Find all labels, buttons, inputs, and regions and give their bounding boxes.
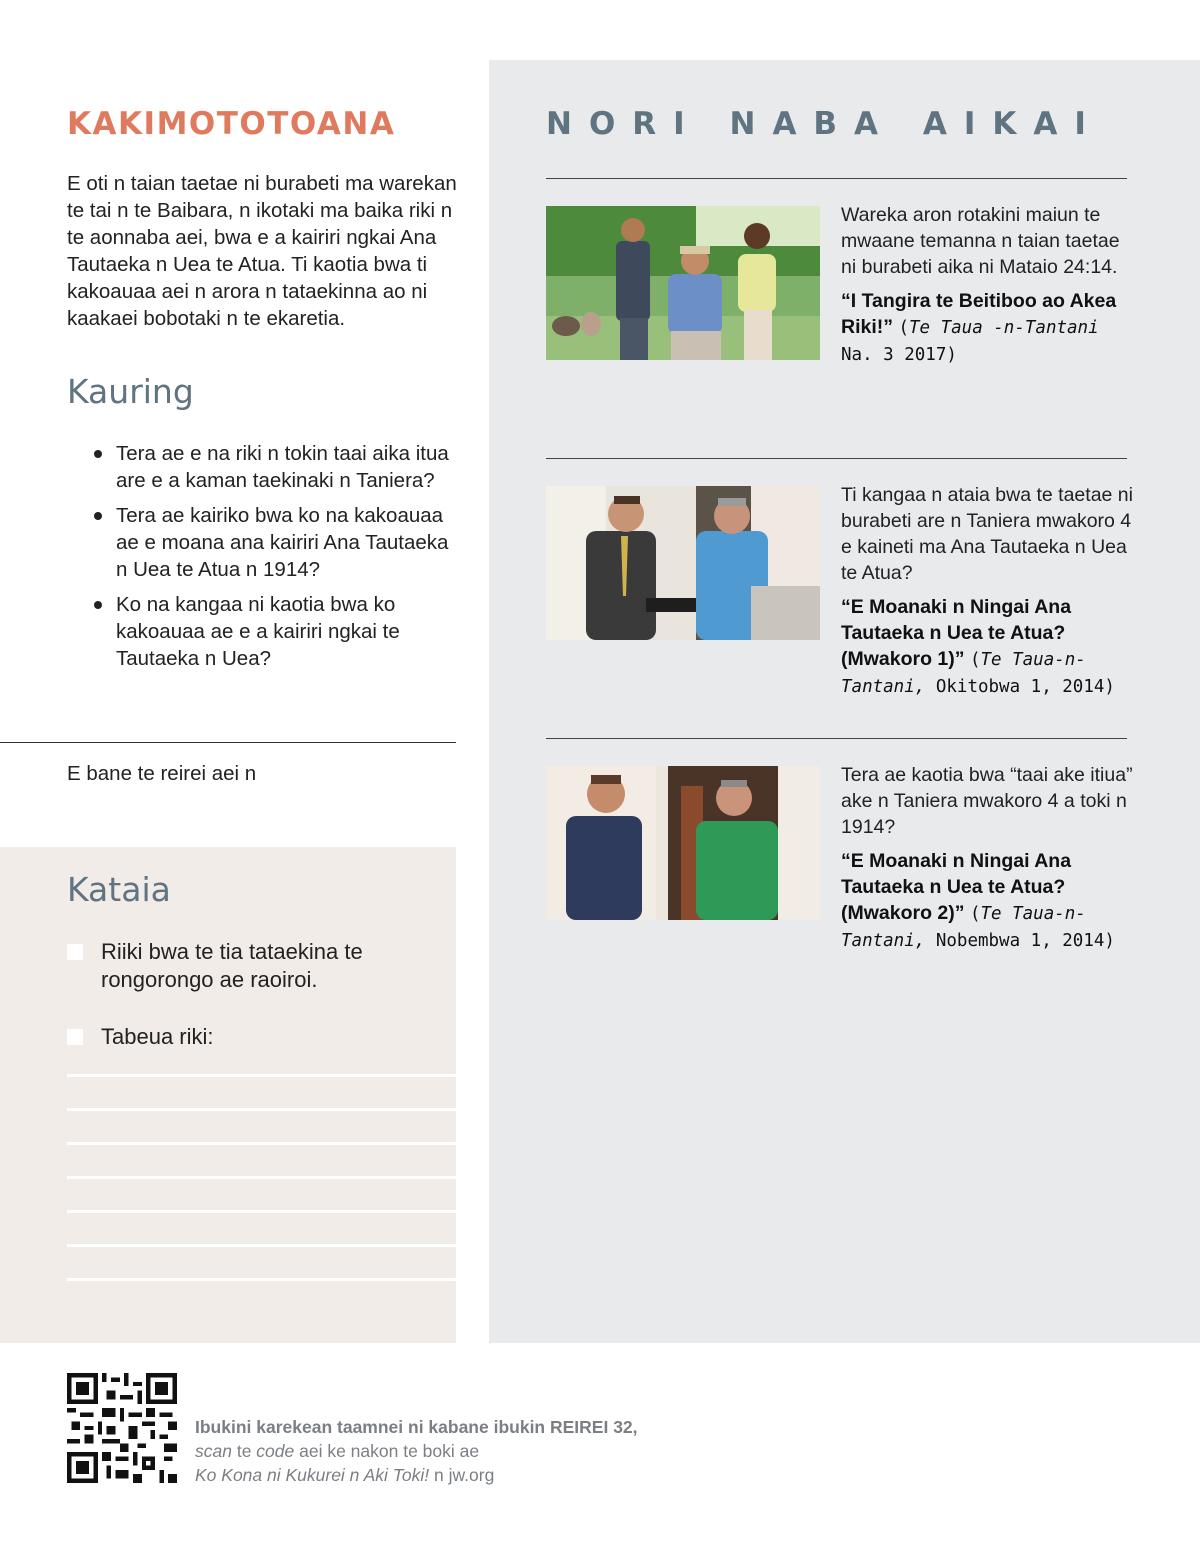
reference-card [841, 762, 1133, 954]
explore-heading: NORI NABA AIKAI [546, 106, 1103, 142]
footer-website[interactable]: n jw.org [429, 1465, 495, 1485]
issue-date: Na. 3 2017) [841, 345, 957, 365]
writing-line[interactable] [67, 1278, 456, 1281]
footer [0, 1343, 1200, 1543]
review-item: Tera ae kairiko bwa ko na kakoauaa ae e moana ana kairiri Ana Tautaeka n Uea te Atua n 1914? [92, 502, 452, 583]
explore-panel [489, 60, 1200, 1343]
divider [546, 178, 1127, 179]
article-title[interactable]: “E Moanaki n Ningai Ana Tautaeka n Uea te Atua? (Mwakoro 2)” [841, 850, 1072, 924]
checkbox-icon[interactable] [67, 1029, 83, 1045]
summary-text: E oti n taian taetae ni burabeti ma warekan te tai n te Baibara, n ikotaki ma baika riki n te aonnaba aei, bwa e a kairiri ngkai Ana Tautaeka n Uea te Atua. Ti kaotia bwa ti kakoauaa aei n arora n tataekinna ao ni kaakaei bobotaki n te ekaretia. [67, 172, 457, 330]
issue-date: Okitobwa 1, 2014) [925, 677, 1115, 697]
footer-line-2 [195, 1439, 638, 1463]
article-title[interactable]: “I Tangira te Beitiboo ao Akea Riki!” [841, 290, 1117, 338]
footer-scan-word: scan [195, 1441, 232, 1461]
try-box [0, 847, 456, 1343]
writing-line[interactable] [67, 1108, 456, 1111]
try-item[interactable] [67, 1023, 447, 1051]
qr-code-icon[interactable] [67, 1373, 177, 1483]
review-heading: Kauring [67, 372, 194, 411]
card-reference[interactable]: “I Tangira te Beitiboo ao Akea Riki!” (Te Taua -n-Tantani Na. 3 2017) [841, 290, 1117, 365]
review-list [92, 440, 452, 680]
try-item-label: Riiki bwa te tia tataekina te rongorongo ae raoiroi. [101, 939, 363, 992]
doorstep-photo [546, 766, 820, 920]
divider [546, 458, 1127, 459]
card-reference[interactable]: “E Moanaki n Ningai Ana Tautaeka n Uea te Atua? (Mwakoro 1)” (Te Taua-n-Tantani, Okitobwa 1, 2014) [841, 596, 1115, 697]
footer-code-word: code [256, 1441, 295, 1461]
reference-card [841, 482, 1133, 700]
writing-line[interactable] [67, 1142, 456, 1145]
reference-card [841, 202, 1133, 368]
family-photo [546, 206, 820, 360]
writing-line[interactable] [67, 1244, 456, 1247]
checkbox-icon[interactable] [67, 944, 83, 960]
try-item-label: Tabeua riki: [101, 1024, 214, 1049]
conversation-photo [546, 486, 820, 640]
divider [0, 742, 456, 743]
try-heading: Kataia [67, 870, 171, 909]
card-question: Tera ae kaotia bwa “taai ake itiua” ake n Taniera mwakoro 4 a toki n 1914? [841, 764, 1133, 838]
divider [546, 738, 1127, 739]
card-question: Ti kangaa n ataia bwa te taetae ni burabeti are n Taniera mwakoro 4 e kaineti ma Ana Tautaeka n Uea te Atua? [841, 484, 1133, 584]
review-item: Ko na kangaa ni kaotia bwa ko kakoauaa ae e a kairiri ngkai te Tautaeka n Uea? [92, 591, 452, 672]
issue-date: Nobembwa 1, 2014) [925, 931, 1115, 951]
card-reference[interactable]: “E Moanaki n Ningai Ana Tautaeka n Uea te Atua? (Mwakoro 2)” (Te Taua-n-Tantani, Nobembwa 1, 2014) [841, 850, 1115, 951]
footer-line-3 [195, 1463, 638, 1487]
magazine-title: Te Taua -n-Tantani [908, 318, 1099, 338]
footer-text-fragment: aei ke nakon te boki ae [294, 1441, 480, 1461]
writing-line[interactable] [67, 1074, 456, 1077]
card-question: Wareka aron rotakini maiun te mwaane temanna n taian taetae ni burabeti aika ni Mataio 24:14. [841, 204, 1120, 278]
try-item[interactable] [67, 938, 447, 994]
footer-text [195, 1415, 638, 1487]
footer-line-1: Ibukini karekean taamnei ni kabane ibukin REIREI 32, [195, 1417, 638, 1437]
summary-heading: KAKIMOTOTOANA [67, 106, 396, 142]
footer-text-fragment: te [231, 1441, 257, 1461]
shared-with-line: E bane te reirei aei n [67, 762, 257, 785]
article-title[interactable]: “E Moanaki n Ningai Ana Tautaeka n Uea te Atua? (Mwakoro 1)” [841, 596, 1072, 670]
magazine-title: Te Taua-n-Tantani, [841, 904, 1086, 951]
magazine-title: Te Taua-n-Tantani, [841, 650, 1086, 697]
writing-line[interactable] [67, 1176, 456, 1179]
book-title: Ko Kona ni Kukurei n Aki Toki! [195, 1465, 430, 1485]
review-item: Tera ae e na riki n tokin taai aika itua are e a kaman taekinaki n Taniera? [92, 440, 452, 494]
writing-line[interactable] [67, 1210, 456, 1213]
